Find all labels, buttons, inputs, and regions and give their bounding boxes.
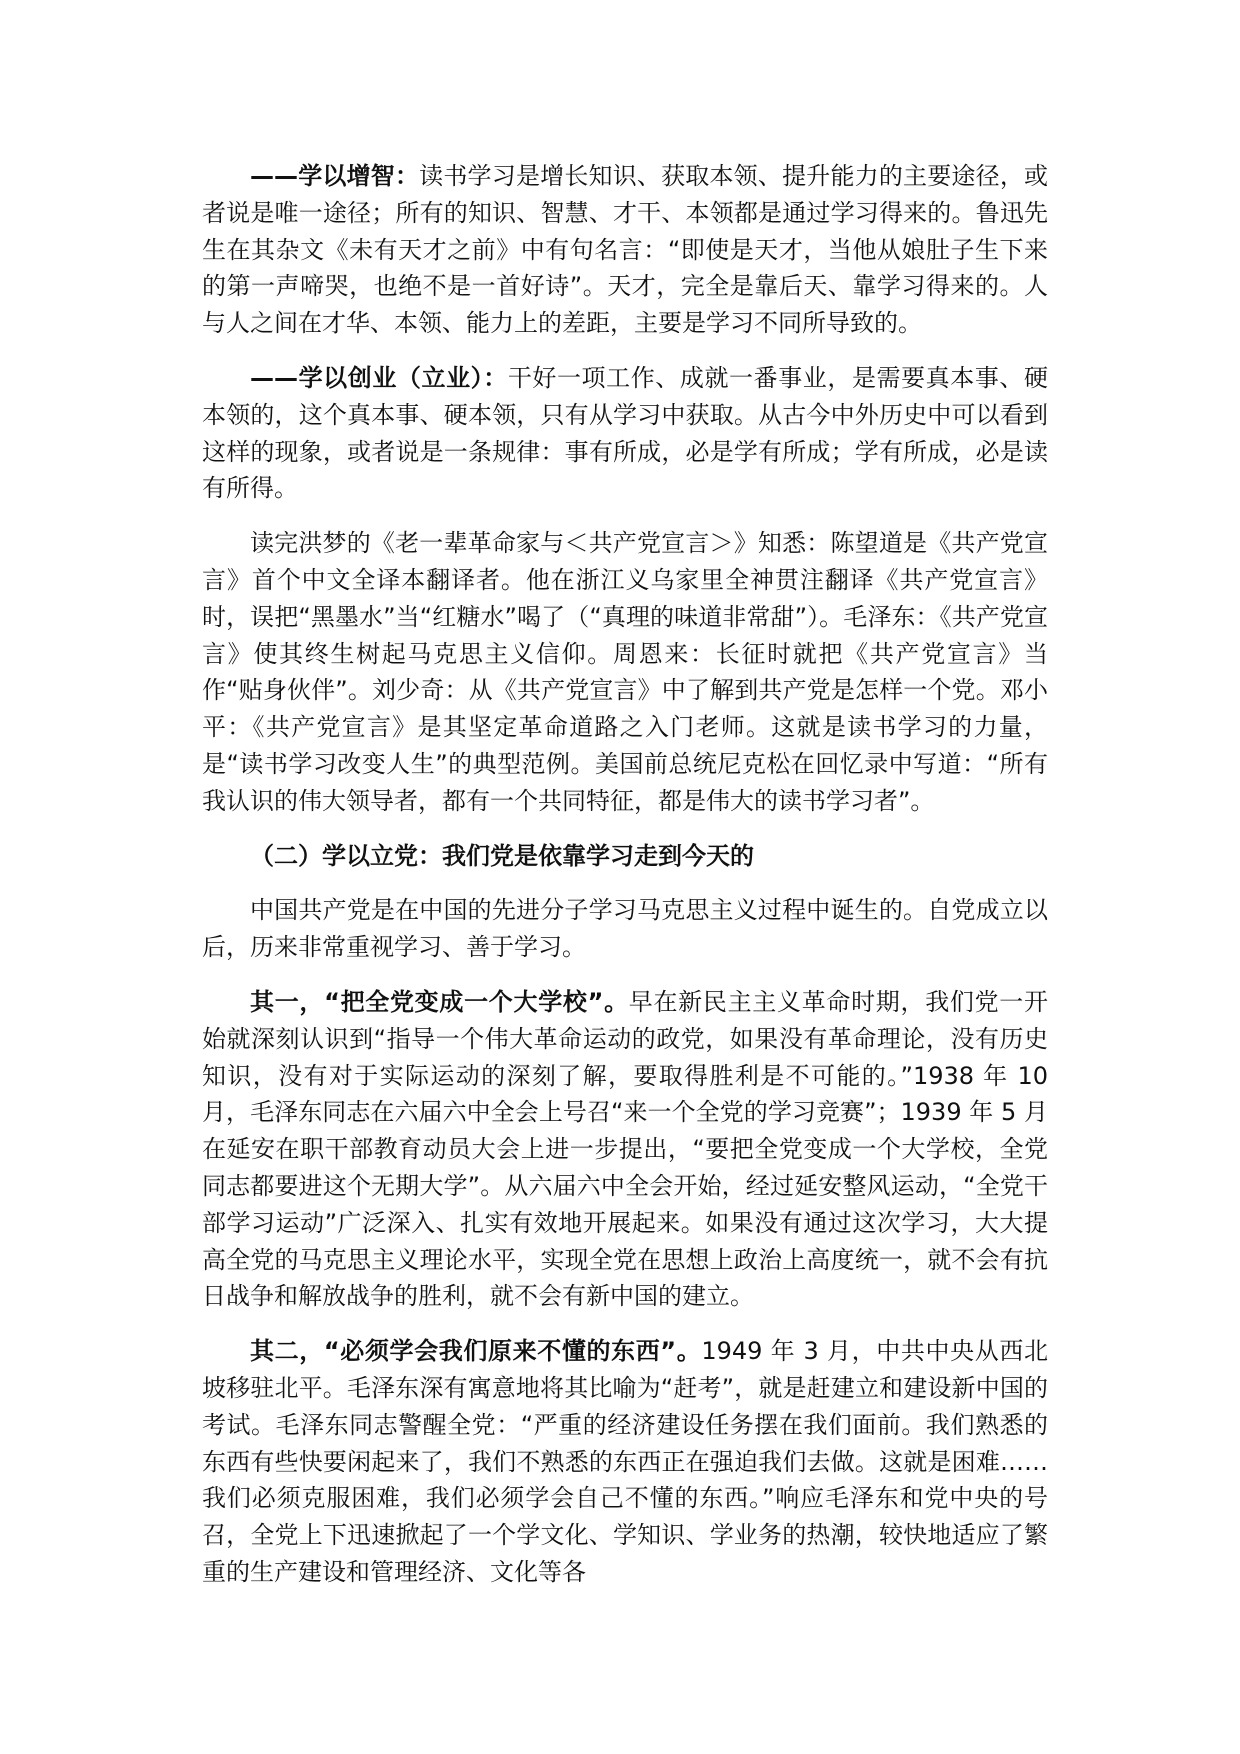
paragraph-lead: 其一，“把全党变成一个大学校”。 <box>250 987 629 1016</box>
paragraph-text: 中国共产党是在中国的先进分子学习马克思主义过程中诞生的。自党成立以后，历来非常重视学习、善于学习。 <box>202 896 1048 962</box>
section-heading: （二）学以立党：我们党是依靠学习走到今天的 <box>250 841 754 870</box>
document-page <box>202 158 1048 1609</box>
paragraph-lead: ——学以增智： <box>250 162 420 190</box>
paragraph-communist-manifesto <box>202 525 1048 819</box>
paragraph-text: 早在新民主主义革命时期，我们党一开始就深刻认识到“指导一个伟大革命运动的政党，如果没有革命理论，没有历史知识，没有对于实际运动的深刻了解，要取得胜利是不可能的。”1938 年 10 月，毛泽东同志在六届六中全会上号召“来一个全党的学习竞赛”；1939 年 5 月在延安在职干部教育动员大会上进一步提出，“要把全党变成一个大学校，全党同志都要进这个无期大学”。从六届六中全会开始，经过延安整风运动，“全党干部学习运动”广泛深入、扎实有效地开展起来。如果没有通过这次学习，大大提高全党的马克思主义理论水平，实现全党在思想上政治上高度统一，就不会有抗日战争和解放战争的胜利，就不会有新中国的建立。 <box>202 987 1049 1311</box>
paragraph-text: 1949 年 3 月，中共中央从西北坡移驻北平。毛泽东深有寓意地将其比喻为“赶考”，就是赶建立和建设新中国的考试。毛泽东同志警醒全党：“严重的经济建设任务摆在我们面前。我们熟悉的东西有些快要闲起来了，我们不熟悉的东西正在强迫我们去做。这就是困难……我们必须克服困难，我们必须学会自己不懂的东西。”响应毛泽东和党中央的号召，全党上下迅速掀起了一个学文化、学知识、学业务的热潮，较快地适应了繁重的生产建设和管理经济、文化等各 <box>202 1337 1049 1586</box>
paragraph-first-point <box>202 984 1048 1315</box>
paragraph-lead: 其二，“必须学会我们原来不懂的东西”。 <box>250 1337 702 1366</box>
paragraph-text: 读完洪梦的《老一辈革命家与＜共产党宣言＞》知悉：陈望道是《共产党宣言》首个中文全译本翻译者。他在浙江义乌家里全神贯注翻译《共产党宣言》时，误把“黑墨水”当“红糖水”喝了（“真理的味道非常甜”）。毛泽东：《共产党宣言》使其终生树起马克思主义信仰。周恩来：长征时就把《共产党宣言》当作“贴身伙伴”。刘少奇：从《共产党宣言》中了解到共产党是怎样一个党。邓小平：《共产党宣言》是其坚定革命道路之入门老师。这就是读书学习的力量，是“读书学习改变人生”的典型范例。美国前总统尼克松在回忆录中写道：“所有我认识的伟大领导者，都有一个共同特征，都是伟大的读书学习者”。 <box>202 529 1048 815</box>
paragraph-lead: ——学以创业（立业）： <box>250 363 508 392</box>
paragraph-party-intro <box>202 892 1048 966</box>
paragraph-learning-career <box>202 360 1048 507</box>
paragraph-text: 读书学习是增长知识、获取本领、提升能力的主要途径，或者说是唯一途径；所有的知识、智慧、才干、本领都是通过学习得来的。鲁迅先生在其杂文《未有天才之前》中有句名言：“即使是天才，当他从娘肚子生下来的第一声啼哭，也绝不是一首好诗”。天才，完全是靠后天、靠学习得来的。人与人之间在才华、本领、能力上的差距，主要是学习不同所导致的。 <box>202 162 1049 338</box>
paragraph-text: 干好一项工作、成就一番事业，是需要真本事、硬本领的，这个真本事、硬本领，只有从学习中获取。从古今中外历史中可以看到这样的现象，或者说是一条规律：事有所成，必是学有所成；学有所成，必是读有所得。 <box>202 363 1049 503</box>
paragraph-learning-wisdom <box>202 158 1048 342</box>
paragraph-second-point <box>202 1333 1048 1591</box>
